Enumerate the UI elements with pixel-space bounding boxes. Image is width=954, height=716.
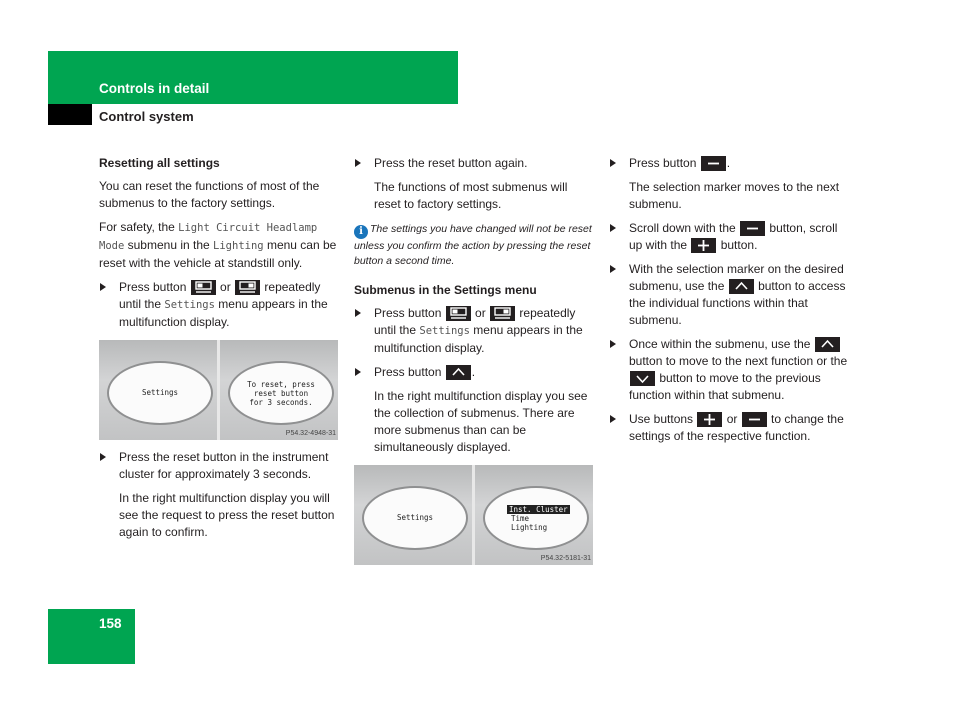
info-note: i The settings you have changed will not be reset unless you confirm the action by pressing the reset button a second time.: [354, 223, 592, 267]
minus-button-icon: [701, 156, 726, 171]
menu-item-selected: Inst. Cluster: [509, 505, 568, 514]
display-lens: [483, 486, 589, 550]
step-navigate-functions: Once within the submenu, use the button to move to the next function or the button to move to the previous function within that submenu.: [609, 336, 854, 404]
display-text-settings: Settings: [419, 325, 470, 337]
plus-button-icon: [697, 412, 722, 427]
bullet-arrow-icon: [610, 265, 616, 273]
step-press-reset-again: Press the reset button again.: [354, 155, 594, 172]
step-press-button: Press button or repeatedly until the Settings menu appears in the multifunction display.: [354, 305, 594, 357]
column-middle: [354, 155, 594, 574]
step-note: The selection marker moves to the next submenu.: [629, 180, 840, 211]
column-left: [99, 155, 339, 548]
heading-submenus: Submenus in the Settings menu: [354, 283, 537, 297]
step-scroll: Scroll down with the button, scroll up with the button.: [609, 220, 854, 254]
display-panel-right: [475, 465, 593, 565]
display-lens: [362, 486, 468, 550]
figure-reset-displays: [99, 340, 338, 440]
lens-text-settings: Settings: [396, 513, 434, 522]
lens-text-line2: reset button: [253, 389, 309, 398]
chevron-down-button-icon: [630, 371, 655, 386]
chevron-up-button-icon: [729, 279, 754, 294]
display-text-settings: Settings: [164, 299, 215, 311]
bullet-arrow-icon: [610, 340, 616, 348]
step-change-settings: Use buttons or to change the settings of the respective function.: [609, 411, 854, 445]
step-press-minus: Press button .: [609, 155, 854, 172]
display-lens: [107, 361, 213, 425]
figure-submenu-displays: [354, 465, 593, 565]
display-text-lighting: Lighting: [213, 240, 264, 252]
bullet-arrow-icon: [355, 309, 361, 317]
step-access-submenu: With the selection marker on the desired submenu, use the button to access the individual functions within that submenu.: [609, 261, 854, 329]
display-lens: [228, 361, 334, 425]
bullet-arrow-icon: [100, 453, 106, 461]
paragraph-safety: For safety, the Light Circuit Headlamp Mode submenu in the Lighting menu can be reset with the vehicle at standstill only.: [99, 220, 337, 270]
bullet-arrow-icon: [355, 368, 361, 376]
bullet-arrow-icon: [610, 415, 616, 423]
paragraph-intro: You can reset the functions of most of the submenus to the factory settings.: [99, 179, 320, 210]
heading-resetting: Resetting all settings: [99, 156, 220, 170]
info-icon: i: [354, 225, 368, 239]
step-press-reset: Press the reset button in the instrument cluster for approximately 3 seconds.: [99, 449, 339, 483]
header-marker: [48, 104, 92, 125]
step-press-button: Press button or repeatedly until the Settings menu appears in the multifunction display.: [99, 279, 339, 331]
minus-button-icon: [742, 412, 767, 427]
menu-item: Lighting: [511, 523, 548, 532]
display-left-button-icon: [191, 280, 216, 295]
figure-code: P54.32-5181-31: [540, 555, 591, 562]
lens-text-settings: Settings: [141, 388, 179, 397]
display-panel-left: [99, 340, 217, 440]
chevron-up-button-icon: [815, 337, 840, 352]
display-text-light-circuit: Light Circuit Headlamp Mode: [99, 222, 318, 252]
figure-code: P54.32-4948-31: [285, 430, 336, 437]
bullet-arrow-icon: [610, 224, 616, 232]
minus-button-icon: [740, 221, 765, 236]
chevron-up-button-icon: [446, 365, 471, 380]
step-note: In the right multifunction display you see the collection of submenus. There are more submenus than can be simultaneously displayed.: [374, 389, 588, 454]
display-left-button-icon: [446, 306, 471, 321]
display-panel-left: [354, 465, 472, 565]
lens-text-line3: for 3 seconds.: [249, 398, 313, 407]
column-right: [609, 155, 854, 452]
bullet-arrow-icon: [355, 159, 361, 167]
menu-item: Time: [511, 514, 530, 523]
lens-text-line1: To reset, press: [247, 380, 315, 389]
display-right-button-icon: [490, 306, 515, 321]
page-number: 158: [99, 616, 122, 631]
section-subtitle: Control system: [99, 109, 194, 124]
display-right-button-icon: [235, 280, 260, 295]
plus-button-icon: [691, 238, 716, 253]
step-note: In the right multifunction display you will see the request to press the reset button again to confirm.: [119, 491, 335, 539]
step-press-up: Press button .: [354, 364, 594, 381]
bullet-arrow-icon: [100, 283, 106, 291]
section-title: Controls in detail: [99, 81, 210, 96]
step-note: The functions of most submenus will reset to factory settings.: [374, 180, 568, 211]
display-panel-right: [220, 340, 338, 440]
bullet-arrow-icon: [610, 159, 616, 167]
